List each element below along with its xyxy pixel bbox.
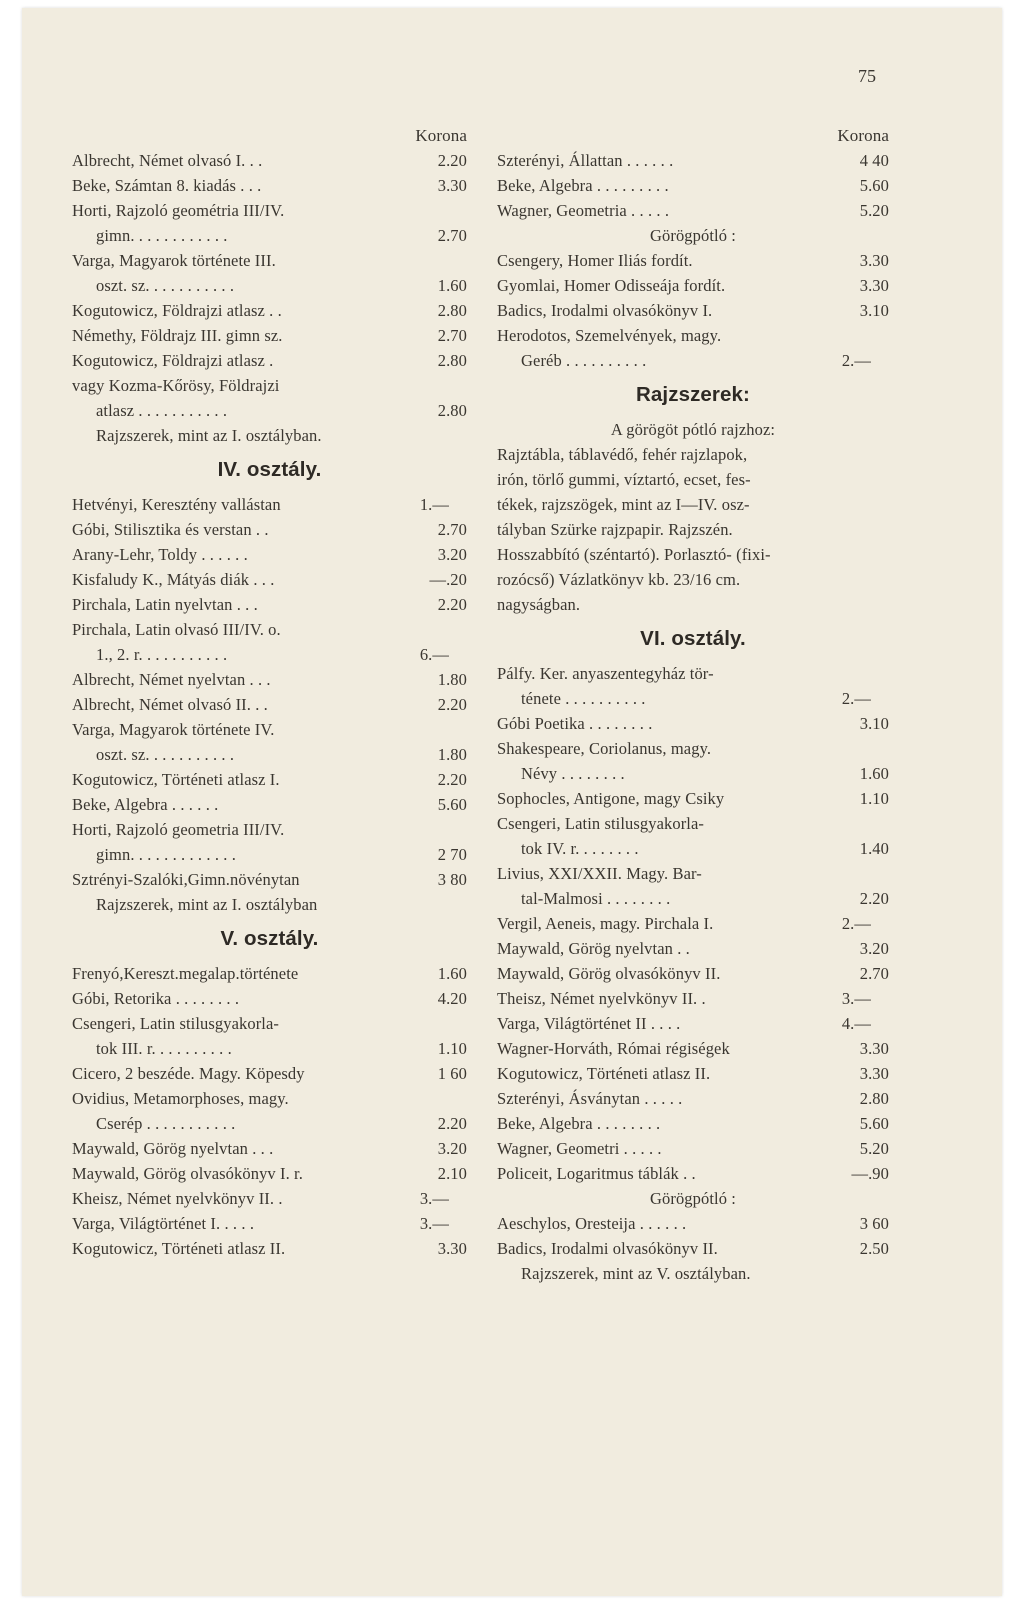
- entry-price: 2.20: [437, 595, 467, 614]
- entry-text: Rajzszerek, mint az I. osztályban.: [96, 426, 322, 445]
- entry-text: Névy . . . . . . . .: [521, 764, 625, 783]
- book-entry: [72, 792, 467, 817]
- entry-text: Varga, Magyarok története III.: [72, 251, 276, 270]
- entry-text: Hosszabbító (széntartó). Porlasztó- (fixi-: [497, 545, 771, 564]
- entry-price: 3.20: [437, 545, 467, 564]
- entry-text: Theisz, Német nyelvkönyv II. .: [497, 989, 706, 1008]
- entry-text: Herodotos, Szemelvények, magy.: [497, 326, 722, 345]
- entry-price: 2.20: [437, 1114, 467, 1133]
- book-entry: [72, 961, 467, 986]
- entry-text: oszt. sz. . . . . . . . . . .: [96, 745, 235, 764]
- section-heading: [497, 617, 889, 661]
- book-entry: [72, 592, 467, 617]
- entry-text: Görögpótló :: [650, 1189, 736, 1208]
- book-entry: [497, 811, 889, 836]
- entry-price: 2.70: [437, 226, 467, 245]
- entry-text: VI. osztály.: [640, 627, 746, 650]
- entry-price: 3 60: [859, 1214, 889, 1233]
- book-entry: [72, 248, 467, 273]
- entry-price: 2.20: [437, 695, 467, 714]
- entry-price: 4 40: [859, 151, 889, 170]
- section-heading: [72, 917, 467, 961]
- entry-text: Maywald, Görög olvasókönyv I. r.: [72, 1164, 303, 1183]
- entry-text: Góbi, Retorika . . . . . . . .: [72, 989, 240, 1008]
- book-entry: [497, 1086, 889, 1111]
- entry-text: Csengeri, Latin stilusgyakorla-: [72, 1014, 280, 1033]
- entry-text: Sztrényi-Szalóki,Gimn.növénytan: [72, 870, 300, 889]
- entry-text: Frenyó,Kereszt.megalap.története: [72, 964, 299, 983]
- entry-text: oszt. sz. . . . . . . . . . .: [96, 276, 235, 295]
- entry-price: 3.30: [859, 1064, 889, 1083]
- entry-text: 1., 2. r. . . . . . . . . . .: [96, 645, 228, 664]
- entry-text: Pálfy. Ker. anyaszentegyház tör-: [497, 664, 714, 683]
- entry-text: gimn. . . . . . . . . . . . .: [96, 845, 236, 864]
- book-entry: [72, 567, 467, 592]
- book-entry: [497, 1236, 889, 1261]
- entry-text: Beke, Algebra . . . . . . . .: [497, 1114, 661, 1133]
- entry-price: 3 80: [437, 870, 467, 889]
- entry-text: Hetvényi, Keresztény vallástan: [72, 495, 281, 514]
- entry-price: 3.10: [859, 714, 889, 733]
- book-entry: [72, 1111, 467, 1136]
- entry-text: Wagner-Horváth, Római régiségek: [497, 1039, 730, 1058]
- entry-text: Ovidius, Metamorphoses, magy.: [72, 1089, 289, 1108]
- entry-text: Beke, Algebra . . . . . .: [72, 795, 219, 814]
- book-entry: [497, 1211, 889, 1236]
- book-entry: [72, 1236, 467, 1261]
- book-entry: [72, 273, 467, 298]
- entry-price: 3.30: [859, 1039, 889, 1058]
- book-entry: [72, 1186, 467, 1211]
- entry-text: Shakespeare, Coriolanus, magy.: [497, 739, 712, 758]
- book-entry: [72, 817, 467, 842]
- book-entry: [497, 198, 889, 223]
- entry-text: tal-Malmosi . . . . . . . .: [521, 889, 671, 908]
- entry-price: 2.—: [841, 351, 871, 370]
- entry-price: 2.70: [437, 520, 467, 539]
- entry-text: Görögpótló :: [650, 226, 736, 245]
- book-entry: [497, 761, 889, 786]
- book-entry: [497, 1036, 889, 1061]
- entry-text: Wagner, Geometri . . . . .: [497, 1139, 662, 1158]
- entry-text: Varga, Világtörténet I. . . . .: [72, 1214, 255, 1233]
- entry-text: Kogutowicz, Földrajzi atlasz .: [72, 351, 274, 370]
- book-entry: [497, 1261, 889, 1286]
- book-entry: [497, 936, 889, 961]
- book-entry: [72, 617, 467, 642]
- book-entry: [497, 517, 889, 542]
- entry-text: Albrecht, Német olvasó II. . .: [72, 695, 268, 714]
- entry-text: Badics, Irodalmi olvasókönyv I.: [497, 301, 713, 320]
- entry-price: 3.—: [419, 1214, 449, 1233]
- entry-text: Pirchala, Latin nyelvtan . . .: [72, 595, 258, 614]
- entry-text: Kogutowicz, Történeti atlasz II.: [72, 1239, 286, 1258]
- entry-text: tok III. r. . . . . . . . . .: [96, 1039, 232, 1058]
- entry-price: 2.20: [437, 151, 467, 170]
- entry-price: —.90: [851, 1164, 889, 1183]
- entry-text: vagy Kozma-Kőrösy, Földrajzi: [72, 376, 280, 395]
- entry-price: 1.60: [437, 964, 467, 983]
- entry-price: 1.10: [437, 1039, 467, 1058]
- book-entry: [72, 692, 467, 717]
- entry-text: Góbi, Stilisztika és verstan . .: [72, 520, 269, 539]
- book-entry: [497, 298, 889, 323]
- book-entry: [497, 492, 889, 517]
- entry-price: 2.80: [437, 301, 467, 320]
- entry-text: V. osztály.: [220, 927, 319, 950]
- entry-price: 1.60: [437, 276, 467, 295]
- currency-header: [497, 123, 889, 148]
- entry-price: 2.20: [437, 770, 467, 789]
- book-entry: [72, 1086, 467, 1111]
- entry-text: IV. osztály.: [217, 458, 322, 481]
- entry-text: Albrecht, Német nyelvtan . . .: [72, 670, 271, 689]
- entry-price: 3.30: [859, 276, 889, 295]
- book-entry: [72, 1036, 467, 1061]
- book-entry: [497, 1161, 889, 1186]
- entry-price: 3.—: [419, 1189, 449, 1208]
- book-entry: [497, 173, 889, 198]
- entry-text: Góbi Poetika . . . . . . . .: [497, 714, 653, 733]
- entry-price: 2.80: [437, 401, 467, 420]
- entry-text: Maywald, Görög nyelvtan . .: [497, 939, 690, 958]
- entry-text: Beke, Számtan 8. kiadás . . .: [72, 176, 262, 195]
- book-entry: [72, 642, 467, 667]
- entry-text: Szterényi, Állattan . . . . . .: [497, 151, 674, 170]
- book-entry: [72, 542, 467, 567]
- subheading: [497, 1186, 889, 1211]
- subheading: [497, 223, 889, 248]
- entry-text: Vergil, Aeneis, magy. Pirchala I.: [497, 914, 714, 933]
- entry-text: Rajzszerek:: [636, 383, 750, 406]
- entry-text: Geréb . . . . . . . . . .: [521, 351, 647, 370]
- book-entry: [497, 1111, 889, 1136]
- book-entry: [497, 736, 889, 761]
- entry-price: 6.—: [419, 645, 449, 664]
- entry-text: ténete . . . . . . . . . .: [521, 689, 646, 708]
- entry-price: 1 60: [437, 1064, 467, 1083]
- book-entry: [72, 1211, 467, 1236]
- entry-text: Rajztábla, táblavédő, fehér rajzlapok,: [497, 445, 748, 464]
- page-sheet: [22, 8, 1002, 1596]
- entry-price: 2.10: [437, 1164, 467, 1183]
- book-entry: [497, 273, 889, 298]
- entry-text: Szterényi, Ásványtan . . . . .: [497, 1089, 683, 1108]
- book-entry: [497, 686, 889, 711]
- entry-price: 2.—: [841, 689, 871, 708]
- book-entry: [72, 298, 467, 323]
- entry-price: 5.60: [859, 1114, 889, 1133]
- entry-price: 4.20: [437, 989, 467, 1008]
- entry-price: 2.80: [859, 1089, 889, 1108]
- entry-text: Aeschylos, Oresteija . . . . . .: [497, 1214, 687, 1233]
- entry-price: 1.60: [859, 764, 889, 783]
- entry-price: 2.50: [859, 1239, 889, 1258]
- entry-price: 2 70: [437, 845, 467, 864]
- entry-price: 2.—: [841, 914, 871, 933]
- entry-text: Varga, Magyarok története IV.: [72, 720, 275, 739]
- book-entry: [497, 886, 889, 911]
- book-entry: [497, 348, 889, 373]
- entry-text: Cicero, 2 beszéde. Magy. Köpesdy: [72, 1064, 305, 1083]
- entry-text: Némethy, Földrajz III. gimn sz.: [72, 326, 283, 345]
- entry-text: Livius, XXI/XXII. Magy. Bar-: [497, 864, 702, 883]
- book-entry: [72, 173, 467, 198]
- book-entry: [72, 1061, 467, 1086]
- entry-price: 2.70: [437, 326, 467, 345]
- entry-text: Maywald, Görög nyelvtan . . .: [72, 1139, 274, 1158]
- book-entry: [497, 711, 889, 736]
- book-entry: [497, 861, 889, 886]
- book-entry: [72, 348, 467, 373]
- book-entry: [72, 398, 467, 423]
- entry-price: 5.60: [859, 176, 889, 195]
- entry-text: Arany-Lehr, Toldy . . . . . .: [72, 545, 248, 564]
- book-entry: [72, 1161, 467, 1186]
- entry-text: nagyságban.: [497, 595, 581, 614]
- book-entry: [497, 786, 889, 811]
- entry-text: Pirchala, Latin olvasó III/IV. o.: [72, 620, 281, 639]
- entry-text: rozócső) Vázlatkönyv kb. 23/16 cm.: [497, 570, 741, 589]
- right-column: [497, 123, 889, 1286]
- book-entry: [72, 492, 467, 517]
- subheading: [497, 417, 889, 442]
- entry-text: Varga, Világtörténet II . . . .: [497, 1014, 681, 1033]
- entry-text: Csengeri, Latin stilusgyakorla-: [497, 814, 705, 833]
- entry-price: —.20: [429, 570, 467, 589]
- book-entry: [72, 148, 467, 173]
- entry-text: Sophocles, Antigone, magy Csiky: [497, 789, 725, 808]
- entry-text: Albrecht, Német olvasó I. . .: [72, 151, 263, 170]
- book-entry: [72, 742, 467, 767]
- entry-text: Rajzszerek, mint az I. osztályban: [96, 895, 318, 914]
- entry-text: irón, törlő gummi, víztartó, ecset, fes-: [497, 470, 751, 489]
- entry-text: Kheisz, Német nyelvkönyv II. .: [72, 1189, 283, 1208]
- book-entry: [72, 986, 467, 1011]
- entry-price: 3.—: [841, 989, 871, 1008]
- entry-price: 5.60: [437, 795, 467, 814]
- entry-price: 1.40: [859, 839, 889, 858]
- book-entry: [72, 1136, 467, 1161]
- page-number: 75: [858, 66, 876, 86]
- book-entry: [497, 961, 889, 986]
- left-column: [72, 123, 467, 1261]
- entry-text: Rajzszerek, mint az V. osztályban.: [521, 1264, 751, 1283]
- entry-price: 3.30: [437, 176, 467, 195]
- currency-header: [72, 123, 467, 148]
- entry-text: A görögöt pótló rajzhoz:: [610, 420, 776, 439]
- entry-price: 2.80: [437, 351, 467, 370]
- book-entry: [72, 323, 467, 348]
- book-entry: [497, 467, 889, 492]
- book-entry: [497, 148, 889, 173]
- book-entry: [72, 767, 467, 792]
- section-heading: [72, 448, 467, 492]
- book-entry: [72, 842, 467, 867]
- book-entry: [72, 1011, 467, 1036]
- entry-text: tályban Szürke rajzpapir. Rajzszén.: [497, 520, 733, 539]
- entry-text: Kogutowicz, Történeti atlasz I.: [72, 770, 280, 789]
- book-entry: [72, 373, 467, 398]
- book-entry: [497, 1136, 889, 1161]
- book-entry: [72, 667, 467, 692]
- book-entry: [72, 717, 467, 742]
- entry-price: 1.—: [419, 495, 449, 514]
- book-entry: [497, 567, 889, 592]
- section-heading: [497, 373, 889, 417]
- entry-text: Cserép . . . . . . . . . . .: [96, 1114, 236, 1133]
- entry-price: 5.20: [859, 201, 889, 220]
- book-entry: [72, 223, 467, 248]
- entry-text: Kisfaludy K., Mátyás diák . . .: [72, 570, 275, 589]
- entry-price: 1.80: [437, 745, 467, 764]
- book-entry: [497, 323, 889, 348]
- entry-price: 2.70: [859, 964, 889, 983]
- book-entry: [497, 986, 889, 1011]
- entry-text: Kogutowicz, Földrajzi atlasz . .: [72, 301, 282, 320]
- entry-price: 3.10: [859, 301, 889, 320]
- currency-label: Korona: [837, 126, 889, 145]
- book-entry: [497, 248, 889, 273]
- entry-text: Maywald, Görög olvasókönyv II.: [497, 964, 721, 983]
- entry-text: Horti, Rajzoló geométria III/IV.: [72, 201, 285, 220]
- book-entry: [72, 198, 467, 223]
- book-entry: [497, 542, 889, 567]
- entry-text: Policeit, Logaritmus táblák . .: [497, 1164, 696, 1183]
- entry-text: Gyomlai, Homer Odisseája fordít.: [497, 276, 726, 295]
- entry-text: Badics, Irodalmi olvasókönyv II.: [497, 1239, 718, 1258]
- book-entry: [497, 661, 889, 686]
- currency-label: Korona: [415, 126, 467, 145]
- entry-text: atlasz . . . . . . . . . . .: [96, 401, 228, 420]
- entry-price: 5.20: [859, 1139, 889, 1158]
- book-entry: [72, 517, 467, 542]
- entry-price: 3.20: [859, 939, 889, 958]
- entry-text: tékek, rajzszögek, mint az I—IV. osz-: [497, 495, 750, 514]
- entry-price: 3.30: [859, 251, 889, 270]
- entry-price: 1.10: [859, 789, 889, 808]
- book-entry: [497, 1011, 889, 1036]
- entry-text: Wagner, Geometria . . . . .: [497, 201, 670, 220]
- entry-text: Csengery, Homer Iliás fordít.: [497, 251, 693, 270]
- book-entry: [72, 423, 467, 448]
- book-entry: [497, 911, 889, 936]
- entry-price: 4.—: [841, 1014, 871, 1033]
- entry-price: 1.80: [437, 670, 467, 689]
- book-entry: [497, 836, 889, 861]
- entry-text: tok IV. r. . . . . . . .: [521, 839, 639, 858]
- book-entry: [497, 442, 889, 467]
- entry-price: 3.30: [437, 1239, 467, 1258]
- entry-text: gimn. . . . . . . . . . . .: [96, 226, 228, 245]
- entry-price: 2.20: [859, 889, 889, 908]
- book-entry: [72, 892, 467, 917]
- entry-text: Beke, Algebra . . . . . . . . .: [497, 176, 669, 195]
- book-entry: [72, 867, 467, 892]
- entry-text: Horti, Rajzoló geometria III/IV.: [72, 820, 285, 839]
- entry-text: Kogutowicz, Történeti atlasz II.: [497, 1064, 711, 1083]
- book-entry: [497, 592, 889, 617]
- entry-price: 3.20: [437, 1139, 467, 1158]
- book-entry: [497, 1061, 889, 1086]
